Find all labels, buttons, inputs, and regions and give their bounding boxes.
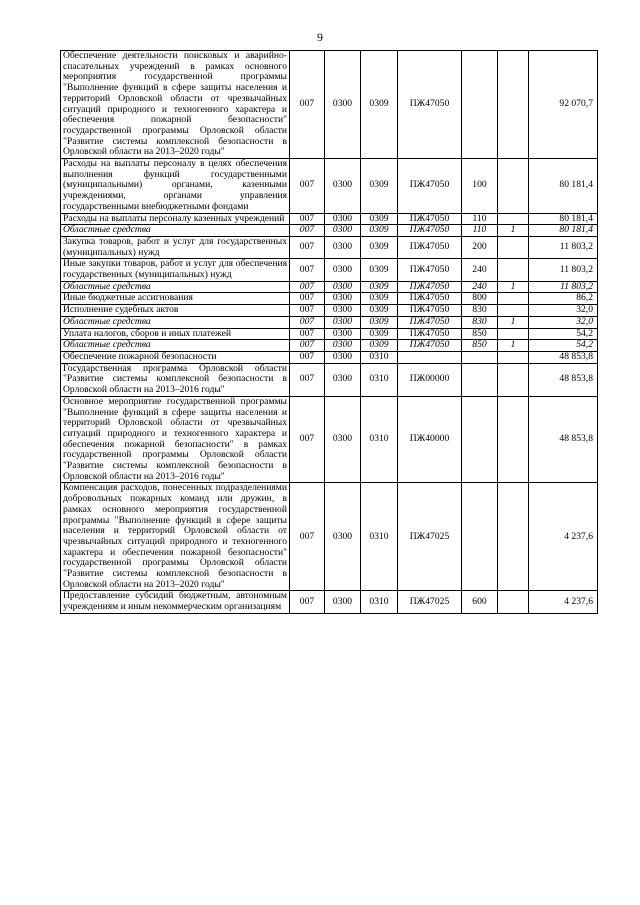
cell-admin-code: 007 (290, 483, 325, 591)
cell-expense-type: 850 (462, 340, 498, 352)
row-name: Государственная программа Орловской области "Развитие системы комплексной безопасности в Орловской области на 2013–2016 годы" (61, 363, 290, 396)
cell-expense-type: 110 (462, 213, 498, 225)
row-name: Основное мероприятие государственной программы "Выполнение функций в сфере защиты населения и территорий Орловской области от чрезвычайных ситуаций природного и техногенного характера и обеспечения пожарной безопасности" в рамках государственной программы Орловской области "Развитие системы комплексной безопасности в Орловской области на 2013–2016 годы" (61, 396, 290, 483)
table-row (61, 259, 598, 281)
cell-target-code: ПЖ47050 (398, 305, 462, 317)
cell-target-code: ПЖ40000 (398, 396, 462, 483)
cell-expense-type: 110 (462, 225, 498, 237)
cell-section-code: 0300 (325, 305, 361, 317)
row-name: Закупка товаров, работ и услуг для государственных (муниципальных) нужд (61, 236, 290, 258)
cell-source-code (498, 236, 529, 258)
table-row (61, 591, 598, 613)
table-row (61, 159, 598, 214)
cell-amount: 11 803,2 (529, 281, 598, 293)
row-name: Областные средства (61, 340, 290, 352)
cell-amount: 80 181,4 (529, 213, 598, 225)
cell-admin-code: 007 (290, 340, 325, 352)
cell-expense-type: 240 (462, 281, 498, 293)
cell-admin-code: 007 (290, 396, 325, 483)
cell-subsection-code: 0310 (361, 591, 398, 613)
table-row (61, 363, 598, 396)
row-name: Расходы на выплаты персоналу казенных учреждений (61, 213, 290, 225)
cell-subsection-code: 0310 (361, 483, 398, 591)
cell-subsection-code: 0309 (361, 225, 398, 237)
table-row (61, 351, 598, 363)
cell-source-code (498, 363, 529, 396)
table-row (61, 340, 598, 352)
cell-admin-code: 007 (290, 281, 325, 293)
cell-section-code: 0300 (325, 328, 361, 340)
cell-amount: 11 803,2 (529, 236, 598, 258)
cell-subsection-code: 0309 (361, 340, 398, 352)
cell-subsection-code: 0309 (361, 305, 398, 317)
cell-expense-type (462, 51, 498, 159)
table-row (61, 225, 598, 237)
cell-admin-code: 007 (290, 225, 325, 237)
row-name: Компенсация расходов, понесенных подразделениями добровольных пожарных команд или дружин, в рамках основного мероприятия государственной программы "Выполнение функций в сфере защиты населения и территорий Орловской области от чрезвычайных ситуаций природного и техногенного характера и обеспечения пожарной безопасности" государственной программы Орловской области "Развитие системы комплексной безопасности в Орловской области на 2013–2020 годы" (61, 483, 290, 591)
row-name: Областные средства (61, 316, 290, 328)
table-row (61, 293, 598, 305)
row-name: Обеспечение пожарной безопасности (61, 351, 290, 363)
row-name: Обеспечение деятельности поисковых и аварийно-спасательных учреждений в рамках основного мероприятия государственной программы "Выполнение функций в сфере защиты населения и территорий Орловской области от чрезвычайных ситуаций природного и техногенного характера и обеспечения пожарной безопасности" государственной программы Орловской области "Развитие системы комплексной безопасности в Орловской области на 2013–2020 годы" (61, 51, 290, 159)
cell-section-code: 0300 (325, 259, 361, 281)
cell-target-code: ПЖ47025 (398, 483, 462, 591)
cell-section-code: 0300 (325, 363, 361, 396)
row-name: Расходы на выплаты персоналу в целях обеспечения выполнения функций государственными (муниципальными) органами, казенными учреждениями, органами управления государственными внебюджетными фондами (61, 159, 290, 214)
cell-admin-code: 007 (290, 316, 325, 328)
cell-section-code: 0300 (325, 351, 361, 363)
row-name: Иные закупки товаров, работ и услуг для обеспечения государственных (муниципальных) нужд (61, 259, 290, 281)
cell-admin-code: 007 (290, 363, 325, 396)
cell-source-code (498, 51, 529, 159)
page-number: 9 (317, 30, 323, 44)
cell-target-code: ПЖ47050 (398, 293, 462, 305)
cell-source-code (498, 483, 529, 591)
cell-admin-code: 007 (290, 293, 325, 305)
cell-subsection-code: 0309 (361, 259, 398, 281)
cell-source-code (498, 159, 529, 214)
row-name: Областные средства (61, 281, 290, 293)
cell-expense-type (462, 363, 498, 396)
cell-source-code: 1 (498, 340, 529, 352)
cell-section-code: 0300 (325, 51, 361, 159)
cell-section-code: 0300 (325, 293, 361, 305)
cell-subsection-code: 0309 (361, 159, 398, 214)
cell-subsection-code: 0309 (361, 281, 398, 293)
cell-expense-type: 100 (462, 159, 498, 214)
cell-amount: 54,2 (529, 340, 598, 352)
cell-section-code: 0300 (325, 236, 361, 258)
cell-section-code: 0300 (325, 591, 361, 613)
cell-admin-code: 007 (290, 328, 325, 340)
cell-source-code (498, 396, 529, 483)
cell-subsection-code: 0309 (361, 328, 398, 340)
cell-target-code: ПЖ47050 (398, 259, 462, 281)
table-row (61, 236, 598, 258)
cell-source-code (498, 351, 529, 363)
cell-subsection-code: 0309 (361, 293, 398, 305)
cell-expense-type: 800 (462, 293, 498, 305)
cell-admin-code: 007 (290, 51, 325, 159)
row-name: Областные средства (61, 225, 290, 237)
table-row (61, 51, 598, 159)
row-name: Уплата налогов, сборов и иных платежей (61, 328, 290, 340)
cell-expense-type (462, 483, 498, 591)
cell-amount: 4 237,6 (529, 483, 598, 591)
cell-target-code: ПЖ47050 (398, 159, 462, 214)
row-name: Предоставление субсидий бюджетным, автономным учреждениям и иным некоммерческим организациям (61, 591, 290, 613)
cell-amount: 92 070,7 (529, 51, 598, 159)
cell-target-code: ПЖ47050 (398, 328, 462, 340)
cell-source-code (498, 293, 529, 305)
cell-subsection-code: 0309 (361, 236, 398, 258)
cell-target-code: ПЖ47050 (398, 213, 462, 225)
table-row (61, 281, 598, 293)
table-row (61, 483, 598, 591)
cell-target-code: ПЖ47050 (398, 51, 462, 159)
table-row (61, 213, 598, 225)
cell-section-code: 0300 (325, 316, 361, 328)
cell-source-code: 1 (498, 225, 529, 237)
row-name: Исполнение судебных актов (61, 305, 290, 317)
cell-subsection-code: 0309 (361, 316, 398, 328)
cell-subsection-code: 0310 (361, 351, 398, 363)
cell-expense-type: 830 (462, 305, 498, 317)
cell-subsection-code: 0310 (361, 363, 398, 396)
cell-target-code (398, 351, 462, 363)
cell-amount: 54,2 (529, 328, 598, 340)
cell-expense-type: 830 (462, 316, 498, 328)
cell-target-code: ПЖ00000 (398, 363, 462, 396)
budget-table (60, 50, 598, 614)
cell-target-code: ПЖ47050 (398, 316, 462, 328)
table-row (61, 328, 598, 340)
cell-admin-code: 007 (290, 159, 325, 214)
cell-amount: 11 803,2 (529, 259, 598, 281)
cell-amount: 86,2 (529, 293, 598, 305)
cell-amount: 48 853,8 (529, 363, 598, 396)
cell-target-code: ПЖ47050 (398, 281, 462, 293)
cell-source-code (498, 328, 529, 340)
cell-section-code: 0300 (325, 483, 361, 591)
cell-source-code (498, 591, 529, 613)
cell-section-code: 0300 (325, 340, 361, 352)
cell-section-code: 0300 (325, 213, 361, 225)
cell-admin-code: 007 (290, 236, 325, 258)
cell-target-code: ПЖ47025 (398, 591, 462, 613)
cell-expense-type (462, 396, 498, 483)
cell-source-code: 1 (498, 281, 529, 293)
cell-amount: 80 181,4 (529, 159, 598, 214)
cell-section-code: 0300 (325, 225, 361, 237)
cell-amount: 32,0 (529, 316, 598, 328)
cell-target-code: ПЖ47050 (398, 236, 462, 258)
cell-section-code: 0300 (325, 281, 361, 293)
cell-expense-type: 200 (462, 236, 498, 258)
cell-expense-type: 850 (462, 328, 498, 340)
cell-target-code: ПЖ47050 (398, 225, 462, 237)
table-row (61, 396, 598, 483)
row-name: Иные бюджетные ассигнования (61, 293, 290, 305)
cell-amount: 4 237,6 (529, 591, 598, 613)
cell-source-code: 1 (498, 316, 529, 328)
table-row (61, 316, 598, 328)
cell-admin-code: 007 (290, 213, 325, 225)
cell-section-code: 0300 (325, 396, 361, 483)
cell-section-code: 0300 (325, 159, 361, 214)
cell-source-code (498, 305, 529, 317)
cell-expense-type: 600 (462, 591, 498, 613)
cell-amount: 32,0 (529, 305, 598, 317)
cell-admin-code: 007 (290, 351, 325, 363)
cell-subsection-code: 0309 (361, 213, 398, 225)
table-row (61, 305, 598, 317)
cell-subsection-code: 0310 (361, 396, 398, 483)
cell-admin-code: 007 (290, 259, 325, 281)
cell-source-code (498, 259, 529, 281)
cell-amount: 48 853,8 (529, 396, 598, 483)
cell-subsection-code: 0309 (361, 51, 398, 159)
cell-amount: 80 181,4 (529, 225, 598, 237)
cell-amount: 48 853,8 (529, 351, 598, 363)
cell-admin-code: 007 (290, 305, 325, 317)
cell-expense-type: 240 (462, 259, 498, 281)
cell-admin-code: 007 (290, 591, 325, 613)
cell-expense-type (462, 351, 498, 363)
cell-source-code (498, 213, 529, 225)
cell-target-code: ПЖ47050 (398, 340, 462, 352)
